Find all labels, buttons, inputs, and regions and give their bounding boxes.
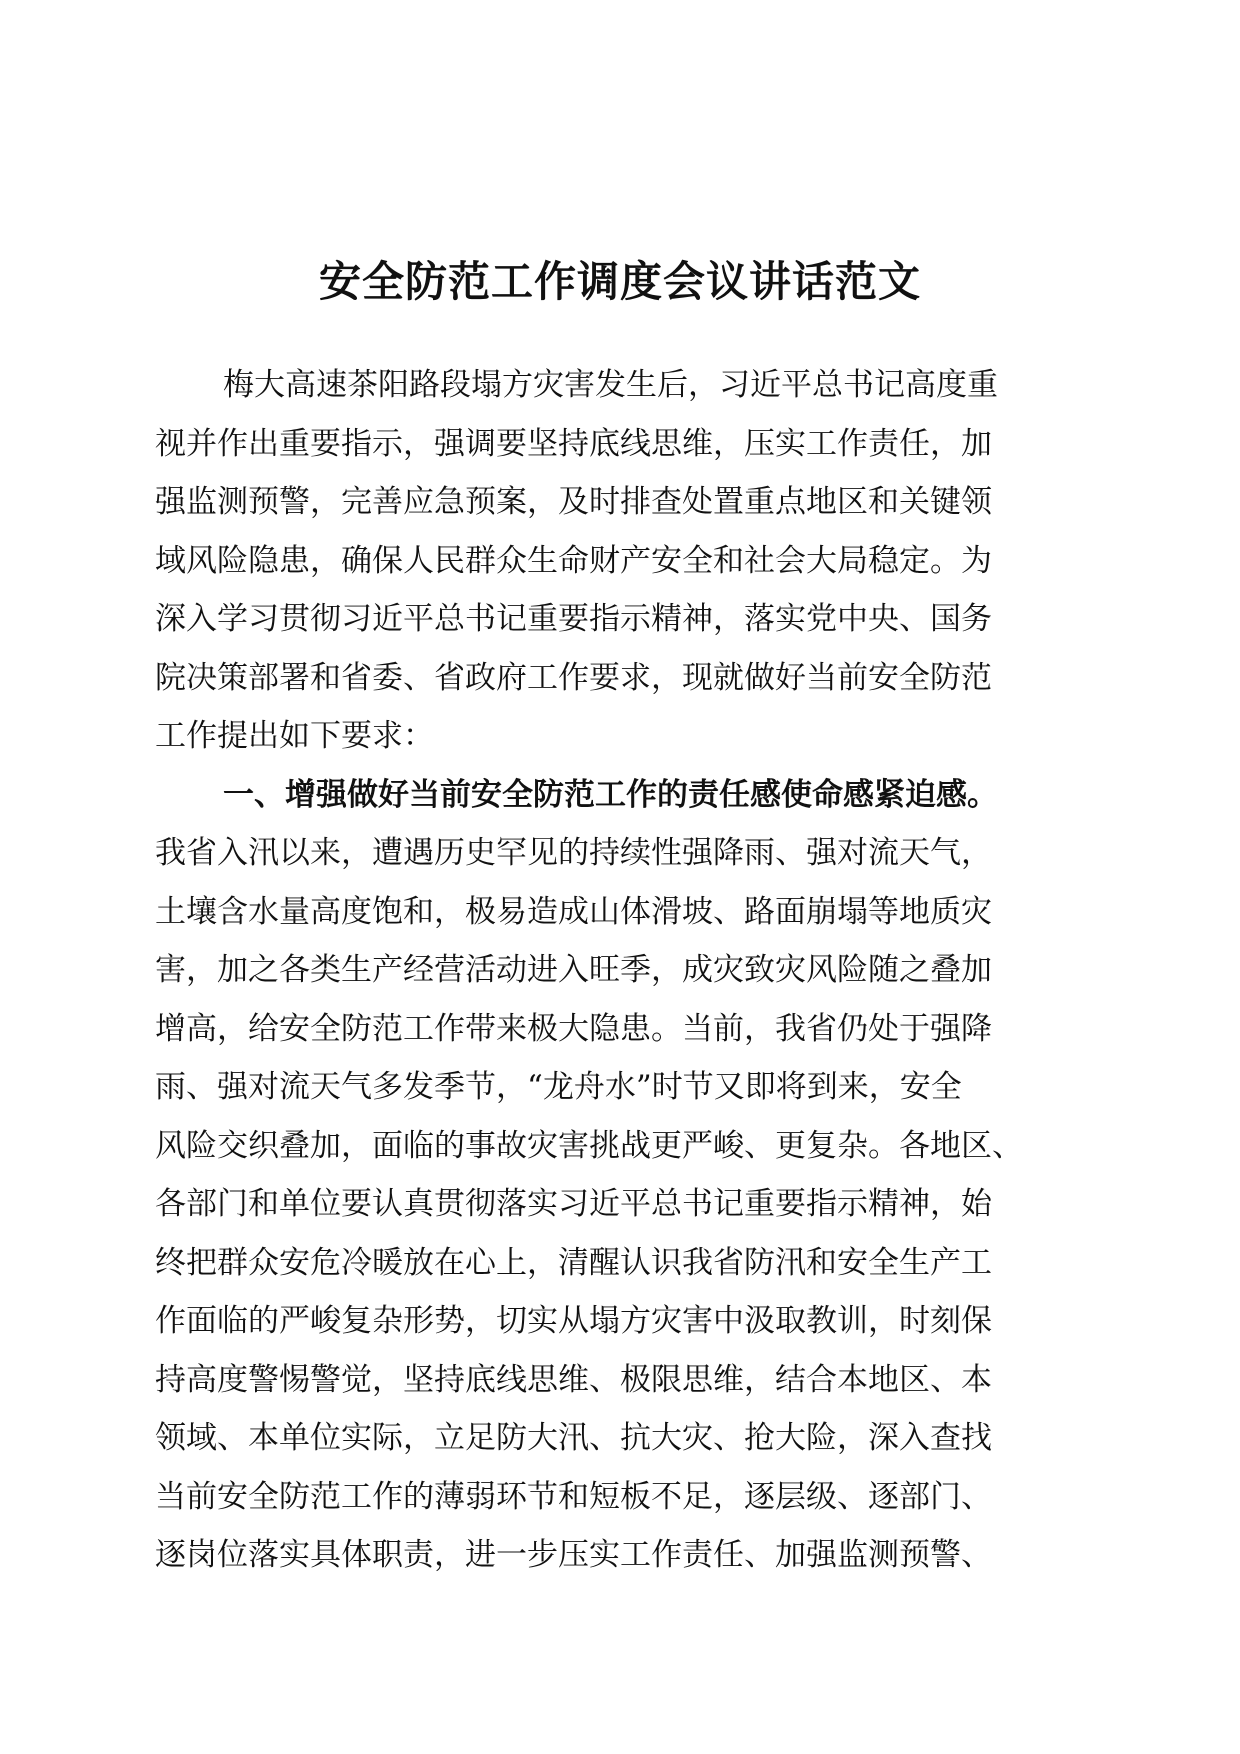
- paragraph-line: 梅大高速茶阳路段塌方灾害发生后，习近平总书记高度重: [223, 367, 998, 403]
- paragraph-line: 持高度警惕警觉，坚持底线思维、极限思维，结合本地区、本: [155, 1361, 992, 1398]
- paragraph-line: 各部门和单位要认真贯彻落实习近平总书记重要指示精神，始: [155, 1186, 992, 1222]
- paragraph-line: 土壤含水量高度饱和，极易造成山体滑坡、路面崩塌等地质灾: [155, 893, 992, 930]
- paragraph-line: 领域、本单位实际，立足防大汛、抗大灾、抢大险，深入查找: [155, 1420, 992, 1456]
- paragraph-line: 域风险隐患，确保人民群众生命财产安全和社会大局稳定。为: [155, 542, 992, 579]
- document-body: [155, 356, 1055, 1585]
- paragraph-line: 深入学习贯彻习近平总书记重要指示精神，落实党中央、国务: [155, 601, 992, 637]
- paragraph-line: 终把群众安危冷暖放在心上，清醒认识我省防汛和安全生产工: [155, 1244, 992, 1281]
- paragraph-line: 院决策部署和省委、省政府工作要求，现就做好当前安全防范: [155, 659, 992, 696]
- paragraph-line: 风险交织叠加，面临的事故灾害挑战更严峻、更复杂。各地区、: [155, 1127, 1023, 1164]
- paragraph-line: 视并作出重要指示，强调要坚持底线思维，压实工作责任，加: [155, 425, 992, 462]
- paragraph-line: 害，加之各类生产经营活动进入旺季，成灾致灾风险随之叠加: [155, 952, 992, 988]
- paragraph-line: 当前安全防范工作的薄弱环节和短板不足，逐层级、逐部门、: [155, 1478, 992, 1515]
- section-heading: 一、增强做好当前安全防范工作的责任感使命感紧迫感。: [223, 776, 998, 813]
- paragraph-line: 雨、强对流天气多发季节，“龙舟水”时节又即将到来，安全: [155, 1069, 962, 1105]
- paragraph-line: 我省入汛以来，遭遇历史罕见的持续性强降雨、强对流天气，: [155, 835, 992, 871]
- document-title: 安全防范工作调度会议讲话范文: [318, 257, 921, 306]
- paragraph-line: 强监测预警，完善应急预案，及时排查处置重点地区和关键领: [155, 484, 992, 520]
- paragraph-line: 逐岗位落实具体职责，进一步压实工作责任、加强监测预警、: [155, 1537, 992, 1573]
- paragraph-line: 工作提出如下要求：: [155, 718, 434, 754]
- paragraph-line: 增高，给安全防范工作带来极大隐患。当前，我省仍处于强降: [155, 1010, 992, 1047]
- paragraph-line: 作面临的严峻复杂形势，切实从塌方灾害中汲取教训，时刻保: [155, 1303, 992, 1339]
